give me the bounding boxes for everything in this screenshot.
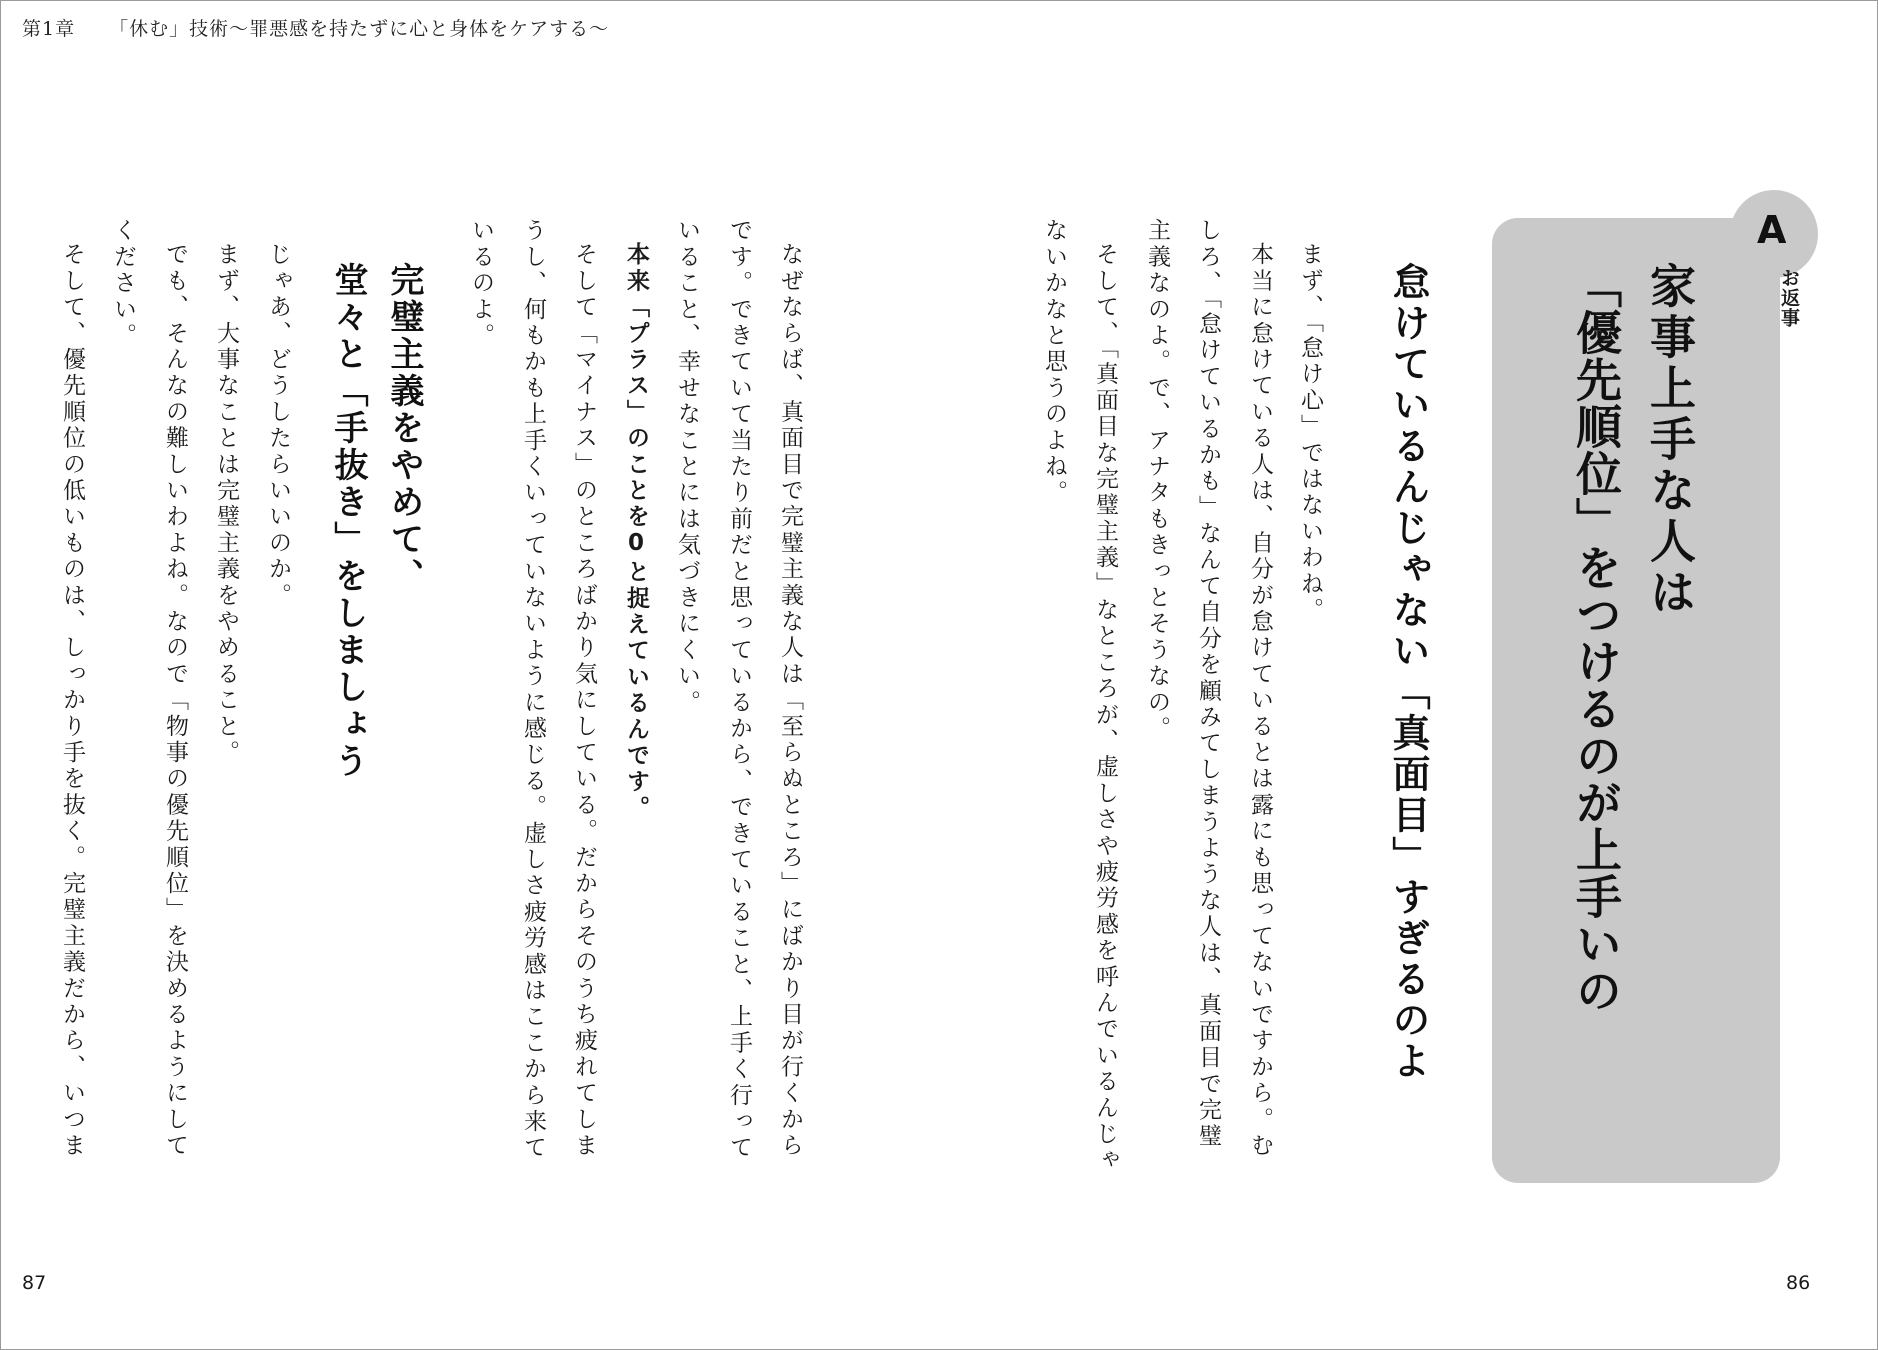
body-line: いること、幸せなことには気づきにくい。 (674, 218, 700, 716)
section2-heading-line-1: 完璧主義をやめて、 (384, 262, 424, 595)
body-line: うし、何もかも上手くいっていないように感じる。虚しさ疲労感はここから来て (520, 218, 546, 1162)
body-line: です。できていて当たり前だと思っているから、できていること、上手く行って (726, 218, 752, 1162)
body-line: しろ、「怠けているかも」なんて自分を顧みてしまうような人は、真面目で完璧 (1195, 218, 1221, 1150)
body-line: ください。 (110, 218, 136, 349)
answer-title-box (1492, 218, 1780, 1183)
answer-letter: A (1757, 208, 1787, 252)
body-line: じゃあ、どうしたらいいのか。 (265, 242, 291, 609)
answer-title-line-1: 家事上手な人は (1643, 262, 1697, 619)
body-line: そして、「真面目な完璧主義」なところが、虚しさや疲労感を呼んでいるんじゃ (1092, 242, 1118, 1174)
page-number-left: 87 (22, 1272, 47, 1294)
answer-label: お返事 (1778, 268, 1800, 328)
page-number-right: 86 (1786, 1272, 1811, 1294)
body-line: ないかなと思うのよね。 (1041, 218, 1067, 507)
body-line: いるのよ。 (468, 218, 494, 349)
chapter-number: 第1章 (22, 18, 76, 40)
body-line: そして、優先順位の低いものは、しっかり手を抜く。完璧主義だから、いつま (59, 242, 85, 1159)
answer-title-line-2: 「優先順位」をつけるのが上手いの (1569, 262, 1623, 1014)
chapter-title: 「休む」技術〜罪悪感を持たずに心と身体をケアする〜 (109, 18, 610, 40)
body-line: なぜならば、真面目で完璧主義な人は「至らぬところ」にばかり目が行くから (777, 242, 803, 1159)
body-line: 本当に怠けている人は、自分が怠けているとは露にも思ってないですから。む (1247, 242, 1273, 1159)
body-line: でも、そんなの難しいわよね。なので「物事の優先順位」を決めるようにして (162, 242, 188, 1159)
body-line: そして「マイナス」のところばかり気にしている。だからそのうち疲れてしま (571, 242, 597, 1159)
section1-heading: 怠けているんじゃない「真面目」すぎるのよ (1386, 262, 1430, 1082)
running-head (22, 14, 609, 41)
body-line: まず、大事なことは完璧主義をやめること。 (213, 242, 239, 766)
body-line: 主義なのよ。で、アナタもきっとそうなの。 (1144, 218, 1170, 742)
body-line: まず、「怠け心」ではないわね。 (1297, 242, 1323, 624)
body-line-bold: 本来「プラス」のことを0と捉えているんです。 (623, 242, 649, 822)
section2-heading-line-2: 堂々と「手抜き」をしましょう (328, 262, 368, 780)
